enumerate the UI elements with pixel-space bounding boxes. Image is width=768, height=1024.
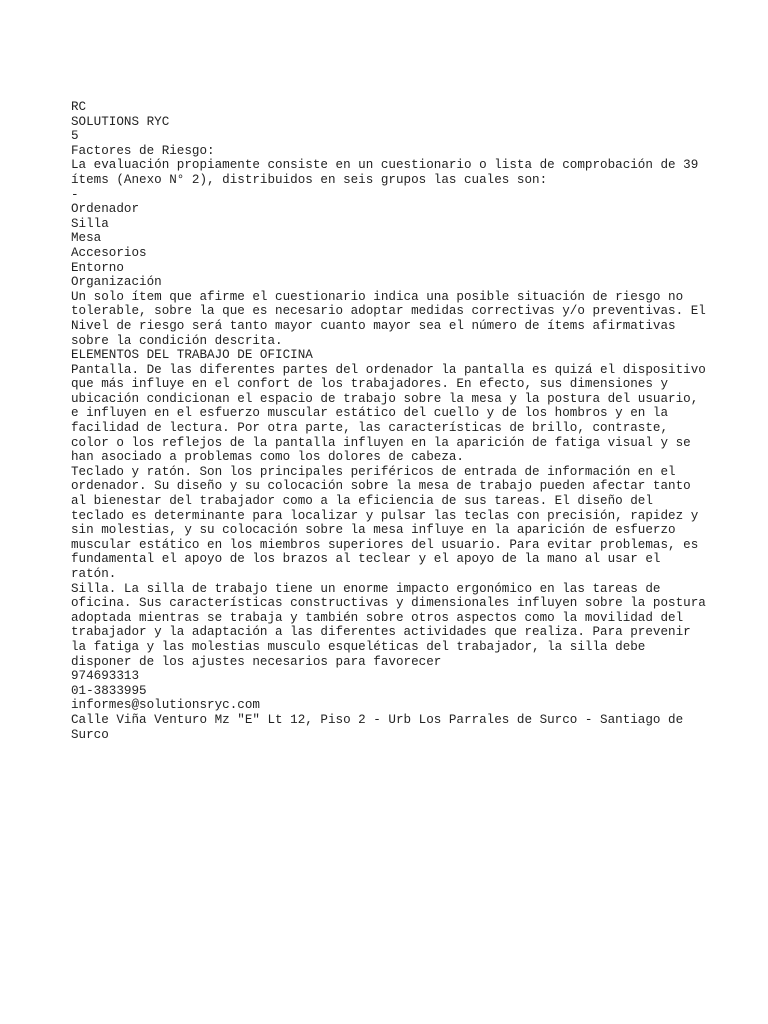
paragraph-teclado: Teclado y ratón. Son los principales periféricos de entrada de información en el ordenador. Su diseño y su colocación sobre la mesa de trabajo pueden afectar tanto al bienestar del trabajador como a la eficiencia de sus tareas. El diseño del teclado es determinante para localizar y pulsar las teclas con precisión, rapidez y sin molestias, y su colocación sobre la mesa influye en la aparición de esfuerzo muscular estático en los miembros superiores del usuario. Para evitar problemas, es fundamental el apoyo de los brazos al teclear y el apoyo de la mano al usar el ratón. [71,464,706,581]
list-item-mesa: Mesa [71,231,102,246]
list-item-accesorios: Accesorios [71,245,147,260]
footer-address: Calle Viña Venturo Mz "E" Lt 12, Piso 2 - Urb Los Parrales de Surco - Santiago de Surco [71,712,691,742]
bullet-marker: - [71,187,79,202]
footer-phone-landline: 01-3833995 [71,683,147,698]
footer-phone-mobile: 974693313 [71,669,140,684]
list-item-silla: Silla [71,216,109,231]
list-item-organizacion: Organización [71,275,162,290]
footer-email: informes@solutionsryc.com [71,698,260,713]
page-number: 5 [71,129,79,144]
company-name: SOLUTIONS RYC [71,114,170,129]
risk-factors-intro: La evaluación propiamente consiste en un cuestionario o lista de comprobación de 39 ítems (Anexo N° 2), distribuidos en seis grupos las cuales son: [71,158,706,187]
paragraph-pantalla: Pantalla. De las diferentes partes del ordenador la pantalla es quizá el dispositivo que más influye en el confort de los trabajadores. En efecto, sus dimensiones y ubicación condicionan el espacio de trabajo sobre la mesa y la postura del usuario, e influyen en el esfuerzo muscular estático del cuello y de los hombros y en la facilidad de lectura. Por otra parte, las características de brillo, contraste, color o los reflejos de la pantalla influyen en la aparición de fatiga visual y se han asociado a problemas como los dolores de cabeza. [71,362,714,465]
office-elements-heading: ELEMENTOS DEL TRABAJO DE OFICINA [71,348,313,363]
paragraph-silla: Silla. La silla de trabajo tiene un enorme impacto ergonómico en las tareas de oficina. Sus características constructivas y dimensionales influyen sobre la postura adoptada mientras se trabaja y también sobre otros aspectos como la movilidad del trabajador y la adaptación a las diferentes actividades que realiza. Para prevenir la fatiga y las molestias musculo esqueléticas del trabajador, la silla debe disponer de los ajustes necesarios para favorecer [71,581,714,669]
company-initials: RC [71,100,87,114]
risk-factors-conclusion: Un solo ítem que afirme el cuestionario indica una posible situación de riesgo no tolerable, sobre la que es necesario adoptar medidas correctivas y/o preventivas. El Nivel de riesgo será tanto mayor cuanto mayor sea el número de ítems afirmativas sobre la condición descrita. [71,289,714,348]
document-body [71,100,714,742]
risk-factors-heading: Factores de Riesgo: [71,143,215,158]
list-item-ordenador: Ordenador [71,202,140,217]
list-item-entorno: Entorno [71,260,124,275]
